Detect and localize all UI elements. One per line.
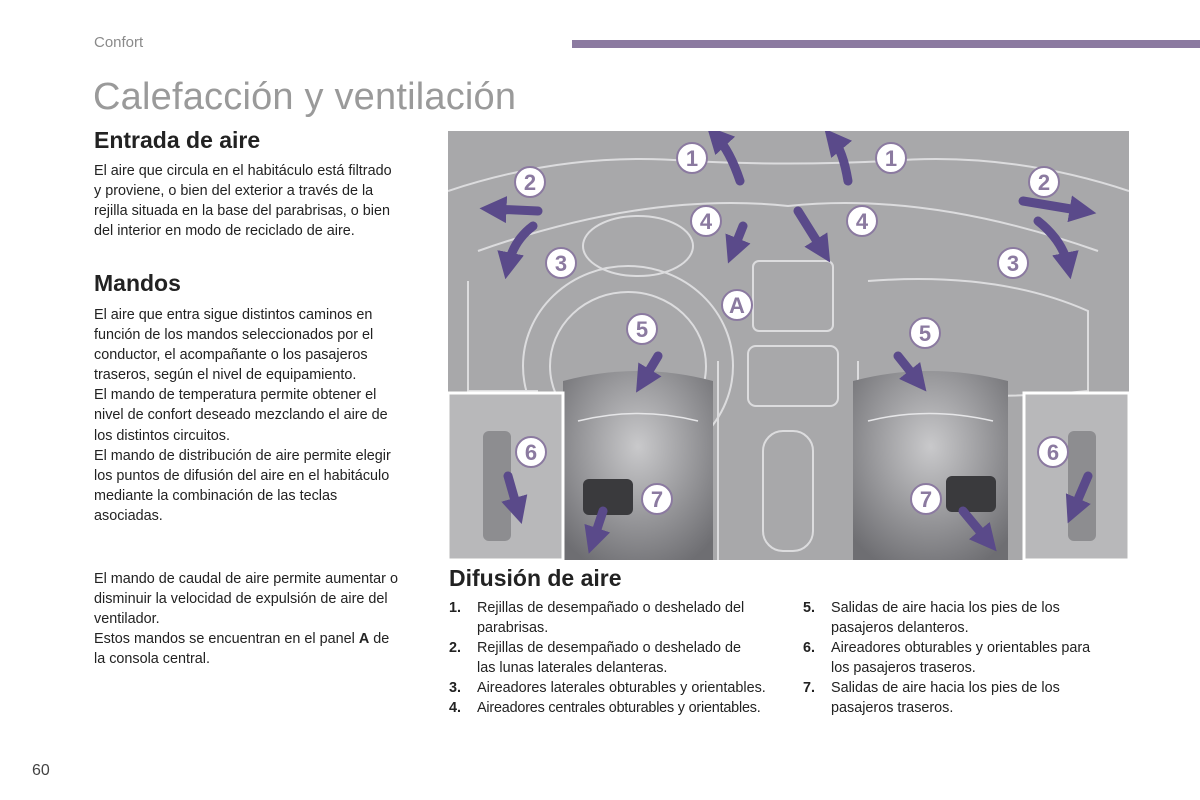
callout-6a [516,437,546,467]
mandos-text: El aire que entra sigue distintos caminos en función de los mandos seleccionados por el conductor, el acompañante o los pasajeros traseros, según el nivel de equipamiento. El mando de temperatura permite obtener el nivel de confort deseado mezclando el aire de los distintos circuitos. El mando de distribución de aire permite elegir los puntos de difusión del aire en el habitáculo mediante la combinación de las teclas asociadas. [94,307,391,524]
callout-4b-label: 4 [855,209,869,234]
list-item [803,678,1143,718]
list-item [803,598,1143,638]
difusion-heading: Difusión de aire [449,565,622,591]
mandos-caudal-section [94,569,434,669]
callout-7b [911,484,941,514]
section-label: Confort [94,34,144,51]
callout-2a-label: 2 [523,170,537,195]
callout-5b [910,318,940,348]
header-accent-bar [572,40,1200,48]
difusion-list-left [449,598,789,719]
list-item [449,598,789,638]
panel-text [94,629,434,669]
callout-6b [1038,437,1068,467]
list-item-number: 6. [803,640,816,657]
list-item-text: Rejillas de desempañado o deshelado de las lunas laterales delanteras. [477,640,742,677]
mandos-heading: Mandos [94,270,181,296]
callout-7a-label: 7 [650,487,664,512]
entrada-text: El aire que circula en el habitáculo está filtrado y proviene, o bien del exterior a través de la rejilla situada en la base del parabrisas, o bien del interior en modo de reciclado de aire. [94,163,392,240]
callout-7a [642,484,672,514]
callout-1a [677,143,707,173]
list-item-text: Salidas de aire hacia los pies de los pasajeros traseros. [831,680,1060,717]
difusion-section [449,565,1149,592]
callout-4a [691,206,721,236]
list-item-number: 5. [803,600,816,616]
list-item-text: Aireadores centrales obturables y orientables. [477,700,761,717]
list-item [449,678,789,698]
ventilation-diagram [448,131,1129,560]
callout-3a [546,248,576,278]
caudal-text: El mando de caudal de aire permite aumentar o disminuir la velocidad de expulsión de aire del ventilador. [94,571,398,628]
list-item-number: 3. [449,680,462,697]
callout-1b-label: 1 [884,146,898,171]
list-item-text: Aireadores laterales obturables y orientables. [477,680,766,697]
difusion-list-right [803,598,1143,719]
list-item-number: 1. [449,600,462,616]
page-number: 60 [32,762,50,779]
list-item-text: Rejillas de desempañado o deshelado del parabrisas. [477,600,745,637]
list-item-text: Salidas de aire hacia los pies de los pasajeros delanteros. [831,600,1060,637]
callout-7b-label: 7 [919,487,933,512]
list-item [449,638,789,678]
panel-text-before: Estos mandos se encuentran en el panel [94,631,359,648]
list-item-number: 7. [803,680,816,697]
callout-3b-label: 3 [1006,251,1020,276]
callout-6a-label: 6 [524,440,538,465]
page-title: Calefacción y ventilación [93,76,517,118]
list-item-number: 2. [449,640,462,657]
mandos-section [94,270,434,526]
list-item [449,698,789,718]
callout-5b-label: 5 [918,321,932,346]
callout-4a-label: 4 [699,209,713,234]
panel-letter: A [358,631,370,648]
entrada-heading: Entrada de aire [94,127,261,153]
callout-A-label: A [729,293,745,318]
callout-6b-label: 6 [1046,440,1060,465]
entrada-section [94,127,434,241]
list-item-number: 4. [449,700,462,717]
list-item-text: Aireadores obturables y orientables para los pasajeros traseros. [831,640,1091,677]
list-item [803,638,1143,678]
callout-3a-label: 3 [554,251,568,276]
callout-2b [1029,167,1059,197]
callout-5a [627,314,657,344]
panel-text-after: de la consola central. [94,631,390,668]
callout-3b [998,248,1028,278]
callout-2b-label: 2 [1037,170,1051,195]
callout-5a-label: 5 [635,317,649,342]
callout-2a [515,167,545,197]
callout-A [722,290,752,320]
callout-1a-label: 1 [685,146,699,171]
callout-4b [847,206,877,236]
callout-1b [876,143,906,173]
